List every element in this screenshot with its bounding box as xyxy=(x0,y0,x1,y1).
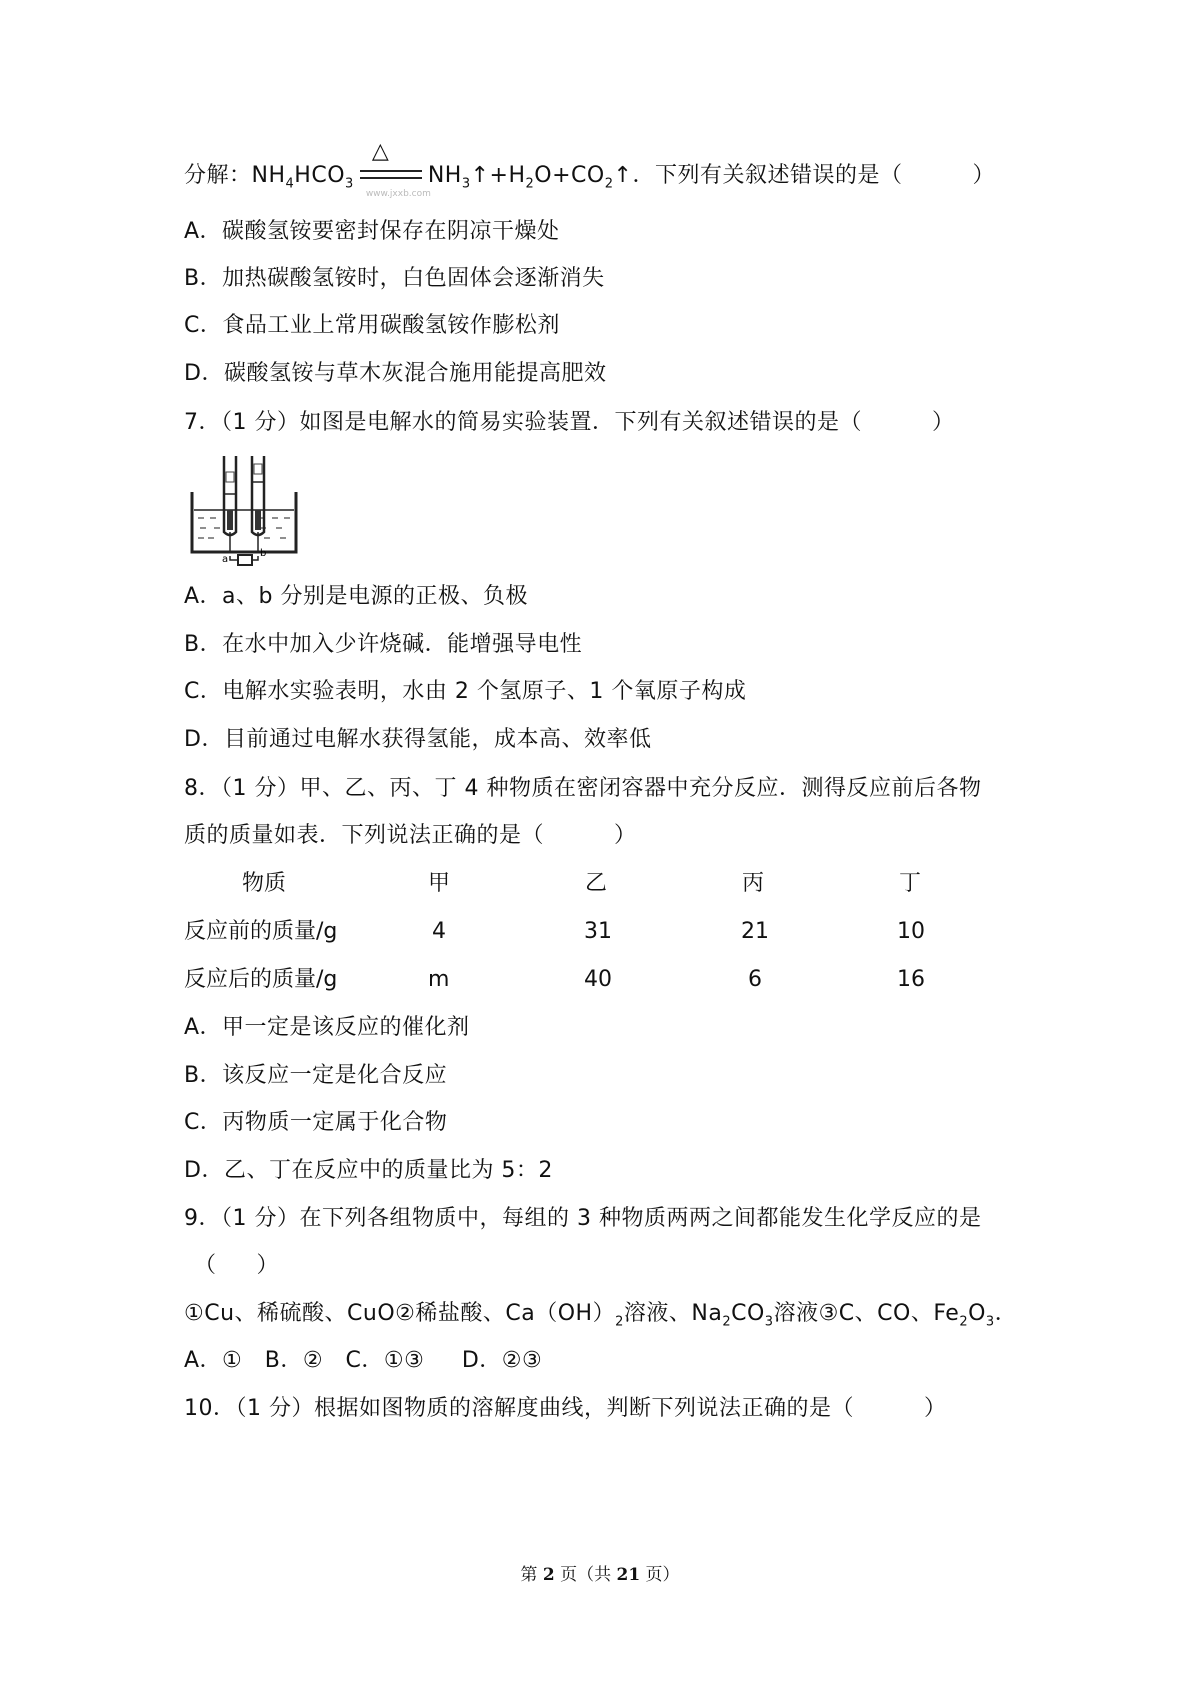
table-cell: 21 xyxy=(741,919,769,944)
equals-bar xyxy=(360,170,422,179)
q9-stem-line1: 9．（1 分）在下列各组物质中，每组的 3 种物质两两之间都能发生化学反应的是 xyxy=(184,1206,982,1231)
table-cell: 31 xyxy=(584,919,612,944)
q6-option-a: A．碳酸氢铵要密封保存在阴凉干燥处 xyxy=(184,219,560,244)
q9-stem-line2: （ ） xyxy=(194,1253,280,1278)
q8-stem-line2: 质的质量如表．下列说法正确的是（ ） xyxy=(184,823,637,848)
q7-option-d: D．目前通过电解水获得氢能，成本高、效率低 xyxy=(184,727,652,752)
q6-reactant: NH xyxy=(251,163,286,188)
q8-option-a: A．甲一定是该反应的催化剂 xyxy=(184,1015,470,1040)
q8-option-d: D．乙、丁在反应中的质量比为 5：2 xyxy=(184,1158,553,1183)
reaction-condition xyxy=(360,139,431,199)
table-row-label: 反应后的质量/g xyxy=(184,967,338,992)
page-total: 21 xyxy=(616,1565,641,1585)
table-header-cell: 甲 xyxy=(428,871,451,896)
q8-stem-line1: 8．（1 分）甲、乙、丙、丁 4 种物质在密闭容器中充分反应．测得反应前后各物 xyxy=(184,776,982,801)
electrode-label-b: b xyxy=(260,548,267,559)
heat-triangle-icon: △ xyxy=(371,139,390,164)
watermark: www.jxxb.com xyxy=(365,189,431,199)
table-cell: 40 xyxy=(584,967,612,992)
q6-option-c: C．食品工业上常用碳酸氢铵作膨松剂 xyxy=(184,313,560,338)
q6-formula-line: 分解：$NH_4HCO_3$ △ www.jxxb.com $NH_3↑+H_2O+CO_2↑$．下列有关叙述错误的是（ ） xyxy=(184,161,995,199)
q7-option-c: C．电解水实验表明，水由 2 个氢原子、1 个氧原子构成 xyxy=(184,679,747,704)
table-cell: 16 xyxy=(897,967,925,992)
q7-option-b: B．在水中加入少许烧碱．能增强导电性 xyxy=(184,632,583,657)
table-header-cell: 物质 xyxy=(242,871,287,896)
q7-option-a: A．a、b 分别是电源的正极、负极 xyxy=(184,584,528,609)
table-cell: 6 xyxy=(748,967,762,992)
q9-groups: ①Cu、稀硫酸、CuO②稀盐酸、$Ca(OH)_2$溶液、$Na_2CO_3$溶液③C、CO、$Fe_2O_3$． xyxy=(184,1301,1018,1330)
table-header-cell: 乙 xyxy=(585,871,608,896)
q6-intro: 分解： xyxy=(184,163,252,188)
table-header-cell: 丁 xyxy=(899,871,922,896)
table-cell: 10 xyxy=(897,919,925,944)
q8-option-b: B．该反应一定是化合反应 xyxy=(184,1063,448,1088)
q10-stem: 10．（1 分）根据如图物质的溶解度曲线，判断下列说法正确的是（ ） xyxy=(184,1396,947,1421)
table-header-cell: 丙 xyxy=(742,871,765,896)
electrolysis-apparatus-figure xyxy=(188,452,300,566)
page-footer: 第 2 页（共 21 页） xyxy=(520,1565,680,1585)
q6-option-d: D．碳酸氢铵与草木灰混合施用能提高肥效 xyxy=(184,361,607,386)
q6-option-b: B．加热碳酸氢铵时，白色固体会逐渐消失 xyxy=(184,266,605,291)
table-cell: m xyxy=(428,967,450,992)
q8-option-c: C．丙物质一定属于化合物 xyxy=(184,1110,448,1135)
table-cell: 4 xyxy=(432,919,446,944)
page-number: 2 xyxy=(542,1565,555,1585)
q9-options: A．① B．② C．①③ D．②③ xyxy=(184,1348,543,1373)
q7-stem: 7．（1 分）如图是电解水的简易实验装置．下列有关叙述错误的是（ ） xyxy=(184,410,955,435)
table-row-label: 反应前的质量/g xyxy=(184,919,338,944)
electrode-label-a: a xyxy=(222,554,229,565)
